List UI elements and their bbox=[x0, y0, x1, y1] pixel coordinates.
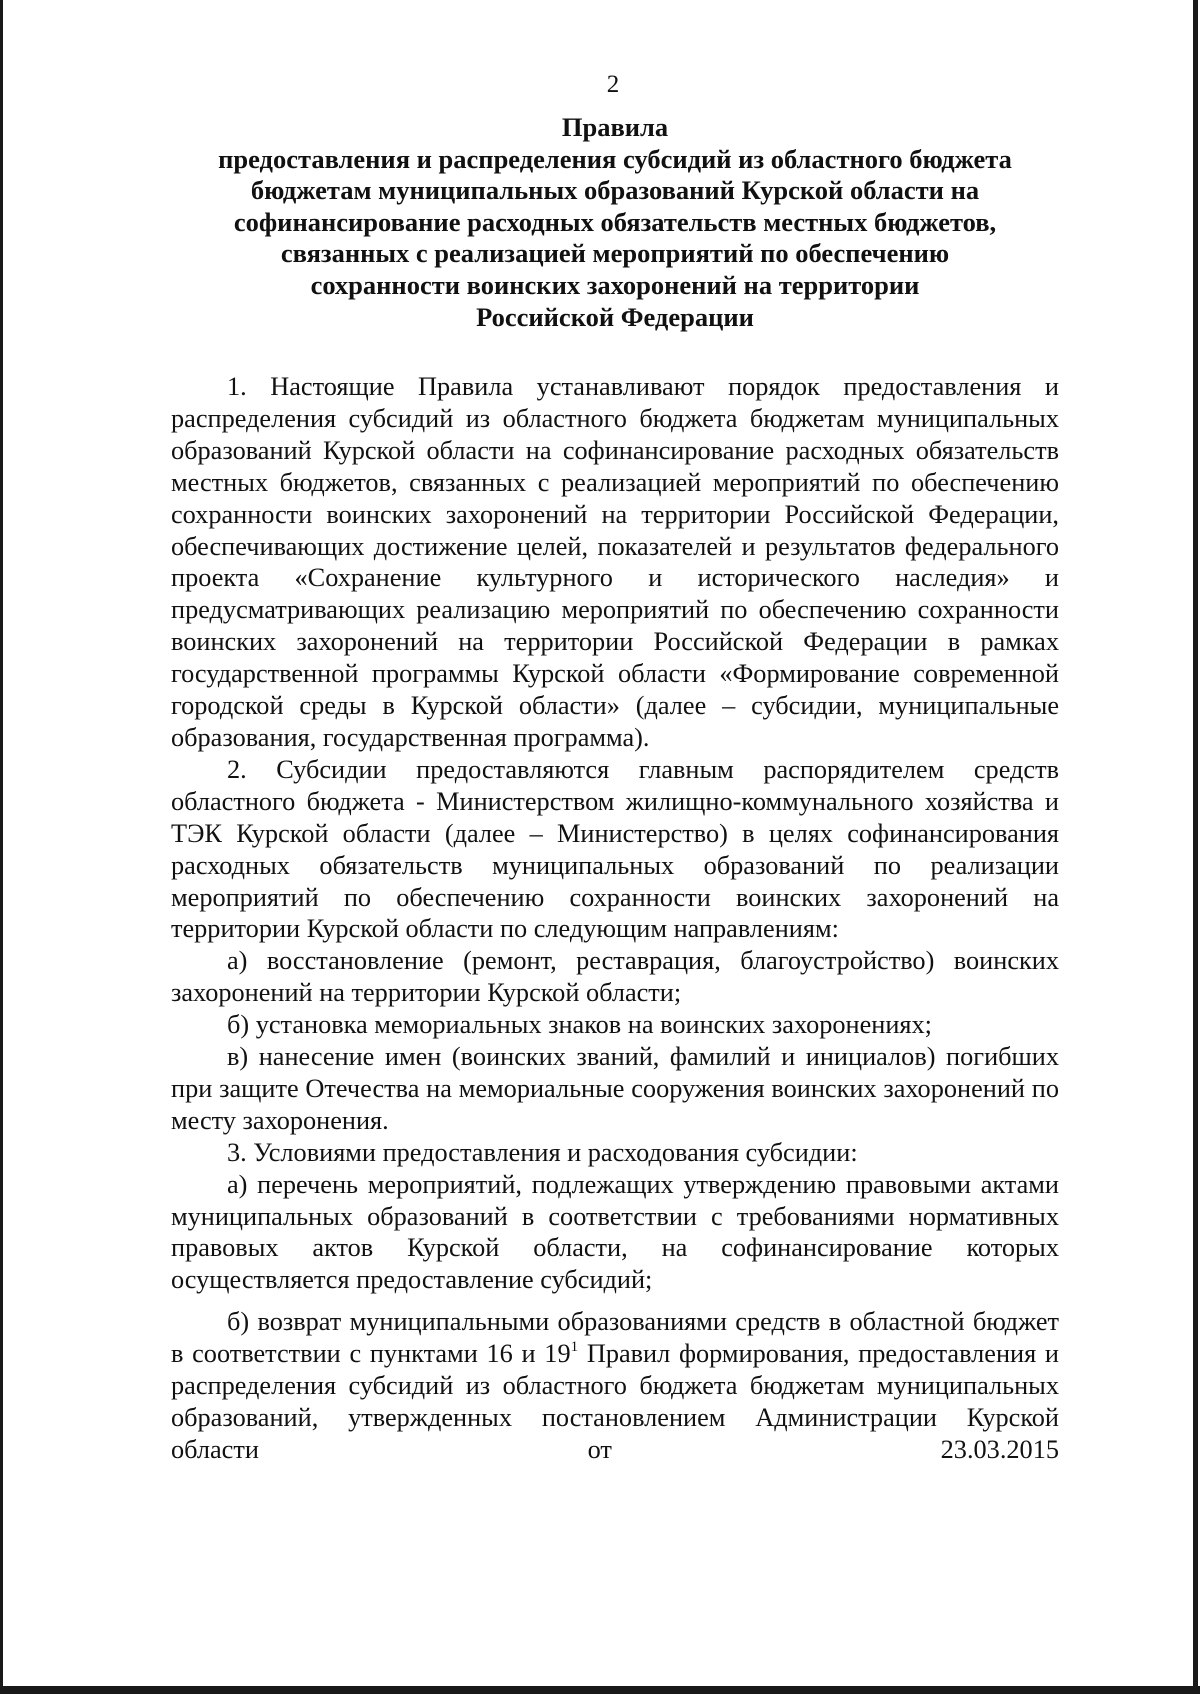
paragraph-2a: а) восстановление (ремонт, реставрация, благоустройство) воинских захоронений на территории Курской области; bbox=[171, 946, 1059, 1008]
paragraph-3b-text: б) возврат муниципальными образованиями средств в областной бюджет в соответствии с пунктами 16 и 19 bbox=[171, 1307, 1059, 1369]
paragraph-3: 3. Условиями предоставления и расходования субсидии: bbox=[227, 1137, 858, 1167]
paragraph-3a: а) перечень мероприятий, подлежащих утверждению правовыми актами муниципальных образований в соответствии с требованиями нормативных правовых актов Курской области, на софинансирование которых осуществляется предоставление субсидий; bbox=[171, 1169, 1059, 1295]
scan-border-bottom bbox=[0, 1686, 1200, 1694]
title-line: предоставления и распределения субсидий из областного бюджета bbox=[218, 143, 1012, 174]
document-title bbox=[172, 112, 1058, 333]
paragraph-3b bbox=[171, 1306, 1059, 1466]
paragraph-1: 1. Настоящие Правила устанавливают порядок предоставления и распределения субсидий из областного бюджета бюджетам муниципальных образований Курской области на софинансирование расходных обязательств местных бюджетов, связанных с реализацией мероприятий по обеспечению сохранности воинских захоронений на территории Российской Федерации, обеспечивающих достижение целей, показателей и результатов федерального проекта «Сохранение культурного и исторического наследия» и предусматривающих реализацию мероприятий по обеспечению сохранности воинских захоронений на территории Российской Федерации в рамках государственной программы Курской области «Формирование современной городской среды в Курской области» (далее – субсидии, муниципальные образования, государственная программа). bbox=[171, 372, 1059, 752]
title-line: софинансирование расходных обязательств местных бюджетов, bbox=[233, 206, 997, 237]
paragraph-2b: б) установка мемориальных знаков на воинских захоронениях; bbox=[227, 1010, 932, 1040]
title-line: связанных с реализацией мероприятий по обеспечению bbox=[280, 238, 950, 269]
paragraph-2: 2. Субсидии предоставляются главным распорядителем средств областного бюджета - Министерством жилищно-коммунального хозяйства и ТЭК Курской области (далее – Министерство) в целях софинансирования расходных обязательств муниципальных образований по реализации мероприятий по обеспечению сохранности воинских захоронений на территории Курской области по следующим направлениям: bbox=[171, 754, 1059, 944]
scan-border-right bbox=[1193, 0, 1198, 1694]
page-number: 2 bbox=[606, 71, 620, 98]
paragraph-gap bbox=[171, 1296, 1059, 1306]
title-line: сохранности воинских захоронений на территории bbox=[310, 269, 920, 300]
paragraph-2v: в) нанесение имен (воинских званий, фамилий и инициалов) погибших при защите Отечества на мемориальные сооружения воинских захоронений по месту захоронения. bbox=[171, 1042, 1059, 1135]
superscript-footnote: 1 bbox=[570, 1339, 579, 1356]
title-line: бюджетам муниципальных образований Курской области на bbox=[250, 175, 980, 206]
document-body bbox=[171, 371, 1059, 1466]
title-line: Российской Федерации bbox=[476, 301, 754, 332]
paragraph-3b-text-end: Правил формирования, предоставления и распределения субсидий из областного бюджета бюджетам муниципальных образований, утвержденных постановлением Администрации Курской области от 23.03.2015 bbox=[171, 1339, 1059, 1464]
scan-border-left bbox=[0, 0, 3, 1694]
title-line: Правила bbox=[561, 112, 669, 142]
